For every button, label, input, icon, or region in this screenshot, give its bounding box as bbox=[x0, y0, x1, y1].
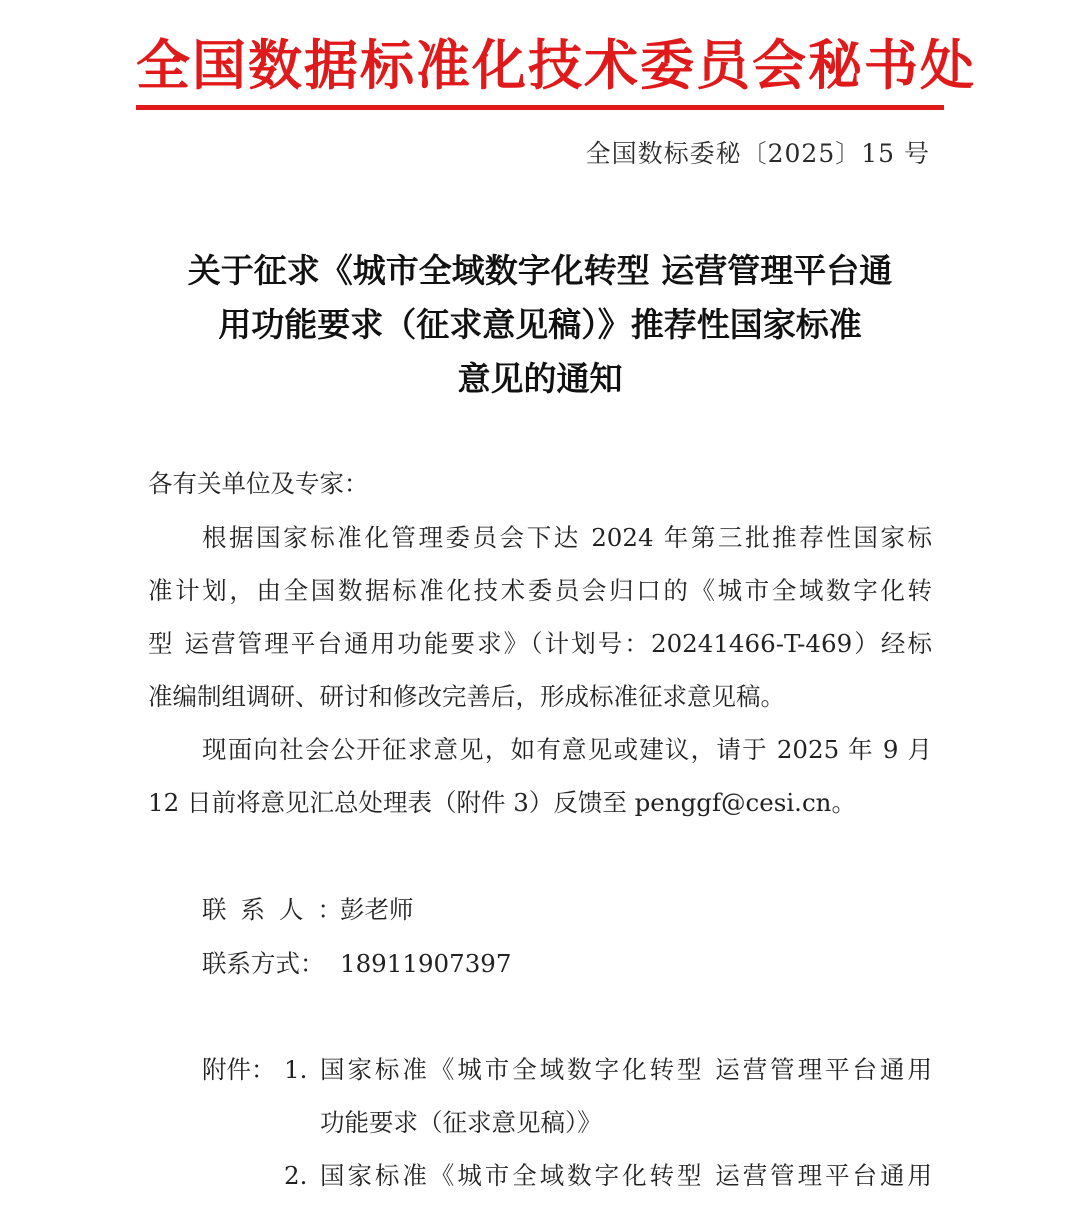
attachments-label: 附件： bbox=[202, 1055, 276, 1084]
contact-person-label: 联系人： bbox=[202, 895, 356, 924]
contact-phone-number: 18911907397 bbox=[340, 949, 512, 978]
attachment-2-number: 2. bbox=[284, 1161, 308, 1190]
notice-title bbox=[130, 244, 950, 406]
salutation: 各有关单位及专家： bbox=[148, 469, 369, 498]
contact-person-value: 彭老师 bbox=[340, 895, 414, 924]
document-number: 全国数标委秘〔2025〕15 号 bbox=[585, 139, 930, 168]
paragraph-1-line: 型 运营管理平台通用功能要求》（计划号：20241466-T-469）经标 bbox=[148, 629, 932, 658]
attachment-1-line: 国家标准《城市全域数字化转型 运营管理平台通用 bbox=[320, 1055, 932, 1084]
notice-title-line: 用功能要求（征求意见稿）》推荐性国家标准 bbox=[218, 305, 862, 344]
paragraph-2-line: 现面向社会公开征求意见，如有意见或建议，请于 2025 年 9 月 bbox=[202, 735, 932, 764]
paragraph-1-line: 准计划，由全国数据标准化技术委员会归口的《城市全域数字化转 bbox=[148, 576, 932, 605]
paragraph-2-line: 12 日前将意见汇总处理表（附件 3）反馈至 penggf@cesi.cn。 bbox=[148, 788, 856, 817]
paragraph-1-line: 准编制组调研、研讨和修改完善后，形成标准征求意见稿。 bbox=[148, 682, 785, 711]
notice-title-line: 关于征求《城市全域数字化转型 运营管理平台通 bbox=[187, 251, 893, 290]
notice-title-line: 意见的通知 bbox=[457, 359, 623, 398]
contact-method-label: 联系方式： bbox=[202, 949, 325, 978]
paragraph-1-line: 根据国家标准化管理委员会下达 2024 年第三批推荐性国家标 bbox=[202, 523, 932, 552]
letterhead-title: 全国数据标准化技术委员会秘书处 bbox=[136, 34, 976, 97]
attachment-1-number: 1. bbox=[284, 1055, 308, 1084]
letterhead-red-rule bbox=[136, 105, 944, 110]
attachment-2-line: 国家标准《城市全域数字化转型 运营管理平台通用 bbox=[320, 1161, 932, 1190]
attachment-1-line: 功能要求（征求意见稿）》 bbox=[320, 1108, 602, 1137]
